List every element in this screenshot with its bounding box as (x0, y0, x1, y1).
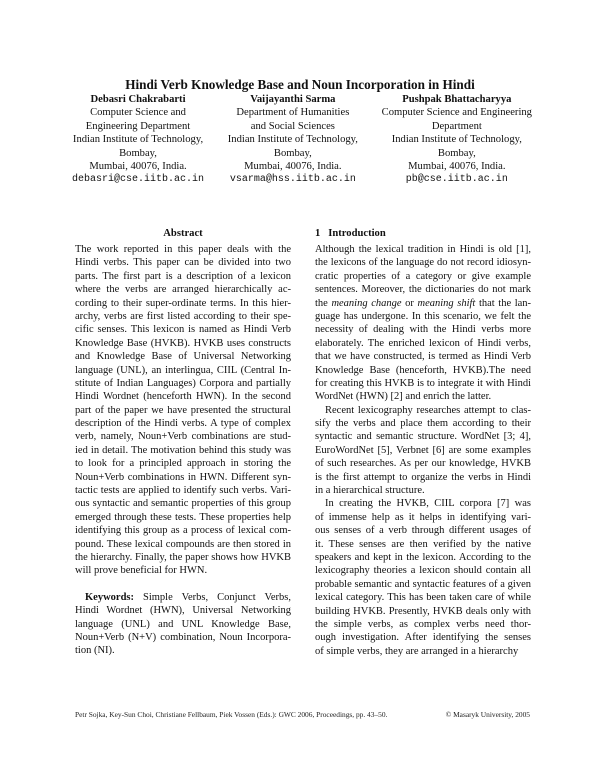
author-affiliation-line: Indian Institute of Technology, (391, 134, 522, 146)
text-line: part of the paper we have presented the structural (75, 404, 291, 416)
author-name: Debasri Chakrabarti (90, 94, 186, 105)
keywords-line: language (UNL) and UNL Knowledge Base, (75, 618, 291, 630)
keywords-line: tion (NI). (75, 645, 115, 657)
author-affiliation-line: Computer Science and Engineering (381, 107, 532, 119)
section-number: 1 (315, 228, 321, 239)
text-line: EuroWordNet [5], Verbnet [6] are some examples (315, 444, 531, 456)
author-name: Pushpak Bhattacharyya (402, 94, 512, 105)
paragraph (315, 497, 531, 658)
text-line: verb, namely, Noun+Verb combinations are stud- (75, 431, 291, 443)
author-block (72, 93, 204, 187)
author-affiliation-line: Mumbai, 40076, India. (89, 161, 187, 173)
text-line: archy, verbs are first listed according to their spe- (75, 310, 291, 322)
author-affiliation-line: and Social Sciences (250, 120, 335, 132)
text-segment: that the lan- (475, 297, 531, 309)
text-line: stitute of Indian Languages) Corpora and partially (75, 377, 291, 389)
left-column (75, 227, 291, 658)
keywords (75, 591, 291, 658)
text-line: of such researches. As per our knowledge, HVKB (315, 458, 531, 470)
text-line: it. These senses are then verified by the native (315, 538, 531, 550)
text-line: identifying this group as a process of lexical com- (75, 525, 291, 537)
author-affiliation-line: Engineering Department (85, 120, 191, 132)
text-line: lexical category. This has been taken care of while (315, 592, 531, 604)
text-line: Recent lexicography researches attempt to clas- (325, 404, 531, 416)
text-line: pound. These lexical compounds are then stored in (75, 538, 291, 550)
text-line: where the verbs are arranged hierarchically ac- (75, 284, 291, 296)
text-line: syntactic and semantic structure. WordNet [3; 4], (315, 431, 531, 443)
author-affiliation-line: Bombay, (273, 147, 312, 159)
text-line: cratic properties of a category or give example (315, 270, 531, 282)
text-line: WordNet (HWN) [2] and enrich the latter. (315, 391, 492, 403)
text-line: the simple verbs, as complex verbs need thor- (315, 618, 531, 630)
keywords-line: Noun+Verb (N+V) combination, Noun Incorpora- (75, 631, 291, 643)
author-affiliation-line: Computer Science and (90, 107, 186, 119)
text-line: is the first attempt to organize the verbs in Hindi (315, 471, 531, 483)
author-list (72, 93, 532, 187)
text-line: In creating the HVKB, CIIL corpora [7] was (325, 498, 531, 510)
text-line: sify the verbs and place them according to their (315, 418, 531, 430)
author-affiliation-line: Department of Humanities (236, 107, 350, 119)
text-line: cific senses. This lexicon is named as Hindi Verb (75, 324, 291, 336)
text-line: to look for a principled approach in storing the (75, 458, 291, 470)
author-affiliation-line: Bombay, (119, 147, 157, 159)
text-line: language (UNL), an interlingua, CIIL (Central In- (75, 364, 291, 376)
footer-copyright: © Masaryk University, 2005 (445, 710, 530, 719)
author-affiliation-line: Indian Institute of Technology, (72, 134, 204, 146)
emphasis-text: meaning shift (417, 297, 476, 309)
text-line: elaborately. The enriched lexicon of Hindi verbs, (315, 337, 531, 349)
text-line: Knowledge Base (HVKB). HVKB uses constructs (75, 337, 291, 349)
text-line: parts. The first part is a description of a lexicon (75, 270, 291, 282)
author-affiliation-line: Department (431, 120, 482, 132)
paragraph (75, 243, 291, 578)
text-line: of simple verbs, they are arranged in a hierarchy (315, 645, 519, 657)
page-footer (75, 710, 530, 719)
text-line: sentences. Moreover, the dictionaries do not mark (315, 284, 531, 296)
keywords-line: Hindi Wordnet (HWN), Universal Networking (75, 605, 291, 617)
text-line: lexicography theories a lexicon should contain all (315, 565, 531, 577)
text-line: Hindi Wordnet (henceforth HWN). In the second (75, 391, 291, 403)
text-line: tactic tests are applied to identify such verbs. Vari- (75, 485, 291, 497)
author-email: debasri@cse.iitb.ac.in (72, 174, 205, 186)
keywords-line (75, 591, 291, 604)
abstract-heading: Abstract (163, 228, 203, 239)
text-line: of immense help as it helps in identifying vari- (315, 511, 531, 523)
introduction-heading (315, 227, 531, 243)
paper-title: Hindi Verb Knowledge Base and Noun Incorporation in Hindi (125, 77, 475, 92)
text-line: Hindi verbs. This paper can be divided into two (75, 257, 291, 269)
author-block (228, 93, 358, 187)
text-line: speakers and kept in the lexicon. According to the (315, 551, 531, 563)
right-column (315, 227, 531, 658)
text-line: ough investigation. After identifying the senses (315, 632, 531, 644)
text-line: ous syntactic and semantic properties of this group (75, 498, 291, 510)
paragraph (315, 404, 531, 498)
text-line (315, 297, 531, 310)
text-line: and Knowledge Base of Universal Networking (75, 351, 291, 363)
text-segment: the (315, 297, 332, 309)
author-email: pb@cse.iitb.ac.in (405, 174, 508, 186)
text-line: cording to their super-ordinate terms. In this hier- (75, 297, 291, 309)
text-line: for creating this HVKB is to integrate it with Hindi (315, 377, 531, 389)
author-name: Vaijayanthi Sarma (250, 94, 336, 105)
paragraph (315, 243, 531, 404)
author-affiliation-line: Mumbai, 40076, India. (244, 161, 342, 173)
text-line: The work reported in this paper deals with the (75, 244, 291, 255)
text-line: Noun+Verb combinations in HWN. Different syn- (75, 471, 291, 483)
text-line: necessity of dealing with the Hindi verbs more (315, 324, 531, 336)
author-affiliation-line: Bombay, (437, 147, 476, 159)
text-line: Knowledge Base (henceforth, HVKB).The need (315, 364, 531, 376)
author-affiliation-line: Indian Institute of Technology, (227, 134, 358, 146)
keywords-text: Simple Verbs, Conjunct Verbs, (134, 591, 291, 603)
text-line: the hierarchy. Finally, the paper shows how HVKB (75, 551, 291, 563)
text-line: ous senses of a verb through different usages of (315, 525, 531, 537)
text-segment: or (401, 297, 418, 309)
text-line: will prove beneficial for HWN. (75, 565, 208, 577)
author-block (382, 93, 532, 187)
emphasis-text: meaning change (331, 297, 402, 309)
text-line: probable semantic and syntactic features of a given (315, 578, 531, 590)
text-line: in a hierarchical structure. (315, 485, 425, 497)
abstract-body (75, 243, 291, 578)
text-line: ied in detail. The motivation behind this study was (75, 444, 291, 456)
text-line: the lexicons of the language do not record idiosyn- (315, 257, 531, 269)
text-line: Although the lexical tradition in Hindi is old [1], (315, 244, 531, 255)
author-affiliation-line: Mumbai, 40076, India. (408, 161, 506, 173)
text-line: description of the Hindi verbs. A type of complex (75, 418, 291, 430)
text-line: guage has undergone. In this scenario, we felt the (315, 310, 531, 322)
text-line: building HVKB. Presently, HVKB deals only with (315, 605, 531, 617)
section-title: Introduction (328, 228, 386, 239)
footer-citation: Petr Sojka, Key-Sun Choi, Christiane Fellbaum, Piek Vossen (Eds.): GWC 2006, Proceedings, pp. 43–50. (75, 710, 388, 719)
keywords-label: Keywords: (85, 591, 134, 603)
introduction-body (315, 243, 531, 658)
text-line: emerged through these tests. These properties help (75, 511, 291, 523)
text-line: that we have constructed, is termed as Hindi Verb (315, 351, 531, 363)
author-email: vsarma@hss.iitb.ac.in (229, 174, 356, 186)
